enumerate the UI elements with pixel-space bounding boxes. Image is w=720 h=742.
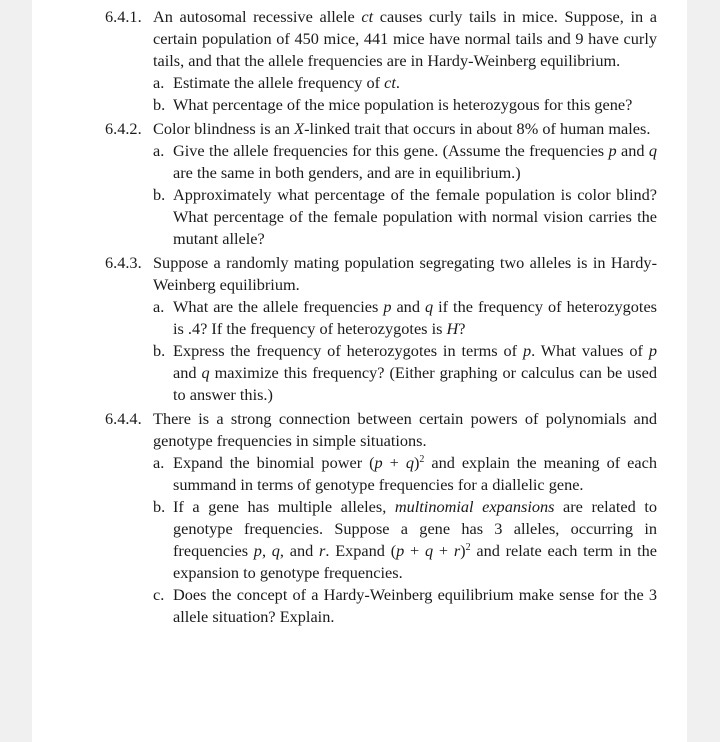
problem-number: 6.4.4.	[105, 409, 142, 428]
part-b	[153, 340, 657, 406]
part-text: What percentage of the mice population is heterozygous for this gene?	[173, 95, 633, 114]
problem-number: 6.4.1.	[105, 7, 142, 26]
problem-stem: There is a strong connection between certain powers of polynomials and genotype frequencies in simple situations.	[153, 409, 657, 450]
problem-6-4-1	[105, 6, 657, 116]
part-text: Does the concept of a Hardy-Weinberg equilibrium make sense for the 3 allele situation? Explain.	[173, 585, 657, 626]
part-text: Estimate the allele frequency of ct.	[173, 73, 400, 92]
part-label: b.	[153, 95, 166, 114]
part-text: Expand the binomial power $(p + q)^2$ and explain the meaning of each summand in terms of genotype frequencies for a diallelic gene.	[173, 453, 657, 494]
problem-number: 6.4.2.	[105, 119, 142, 138]
part-label: a.	[153, 297, 165, 316]
part-a	[153, 296, 657, 340]
part-label: a.	[153, 141, 165, 160]
document-page	[32, 0, 687, 742]
problem-stem: An autosomal recessive allele ct causes curly tails in mice. Suppose, in a certain population of 450 mice, 441 mice have normal tails and 9 have curly tails, and that the allele frequencies are in Hardy-Weinberg equilibrium.	[153, 7, 657, 70]
part-a	[153, 140, 657, 184]
part-label: a.	[153, 73, 165, 92]
part-text: If a gene has multiple alleles, multinomial expansions are related to genotype frequencies. Suppose a gene has 3 alleles, occurring in frequencies p, q, and r. Expand $(p + q + r)^2$ and relate each term in the expansion to genotype frequencies.	[173, 497, 658, 582]
part-a	[153, 72, 657, 94]
problem-6-4-2	[105, 118, 657, 250]
part-b	[153, 94, 657, 116]
part-a	[153, 452, 657, 496]
part-text: Approximately what percentage of the female population is color blind? What percentage of the female population with normal vision carries the mutant allele?	[173, 185, 657, 248]
problem-number: 6.4.3.	[105, 253, 142, 272]
problem-6-4-3	[105, 252, 657, 406]
part-label: b.	[153, 497, 166, 516]
problem-stem: Color blindness is an X-linked trait that occurs in about 8% of human males.	[153, 119, 651, 138]
part-label: b.	[153, 185, 166, 204]
part-c	[153, 584, 657, 628]
exercise-list	[105, 6, 657, 630]
part-text: What are the allele frequencies p and q if the frequency of heterozygotes is .4? If the frequency of heterozygotes is H?	[173, 297, 658, 338]
problem-stem: Suppose a randomly mating population segregating two alleles is in Hardy-Weinberg equilibrium.	[153, 253, 657, 294]
part-b	[153, 496, 657, 584]
problem-6-4-4	[105, 408, 657, 628]
part-label: b.	[153, 341, 166, 360]
part-label: c.	[153, 585, 165, 604]
part-text: Express the frequency of heterozygotes in terms of p. What values of p and q maximize this frequency? (Either graphing or calculus can be used to answer this.)	[173, 341, 657, 404]
part-text: Give the allele frequencies for this gene. (Assume the frequencies p and q are the same in both genders, and are in equilibrium.)	[173, 141, 657, 182]
part-label: a.	[153, 453, 165, 472]
part-b	[153, 184, 657, 250]
